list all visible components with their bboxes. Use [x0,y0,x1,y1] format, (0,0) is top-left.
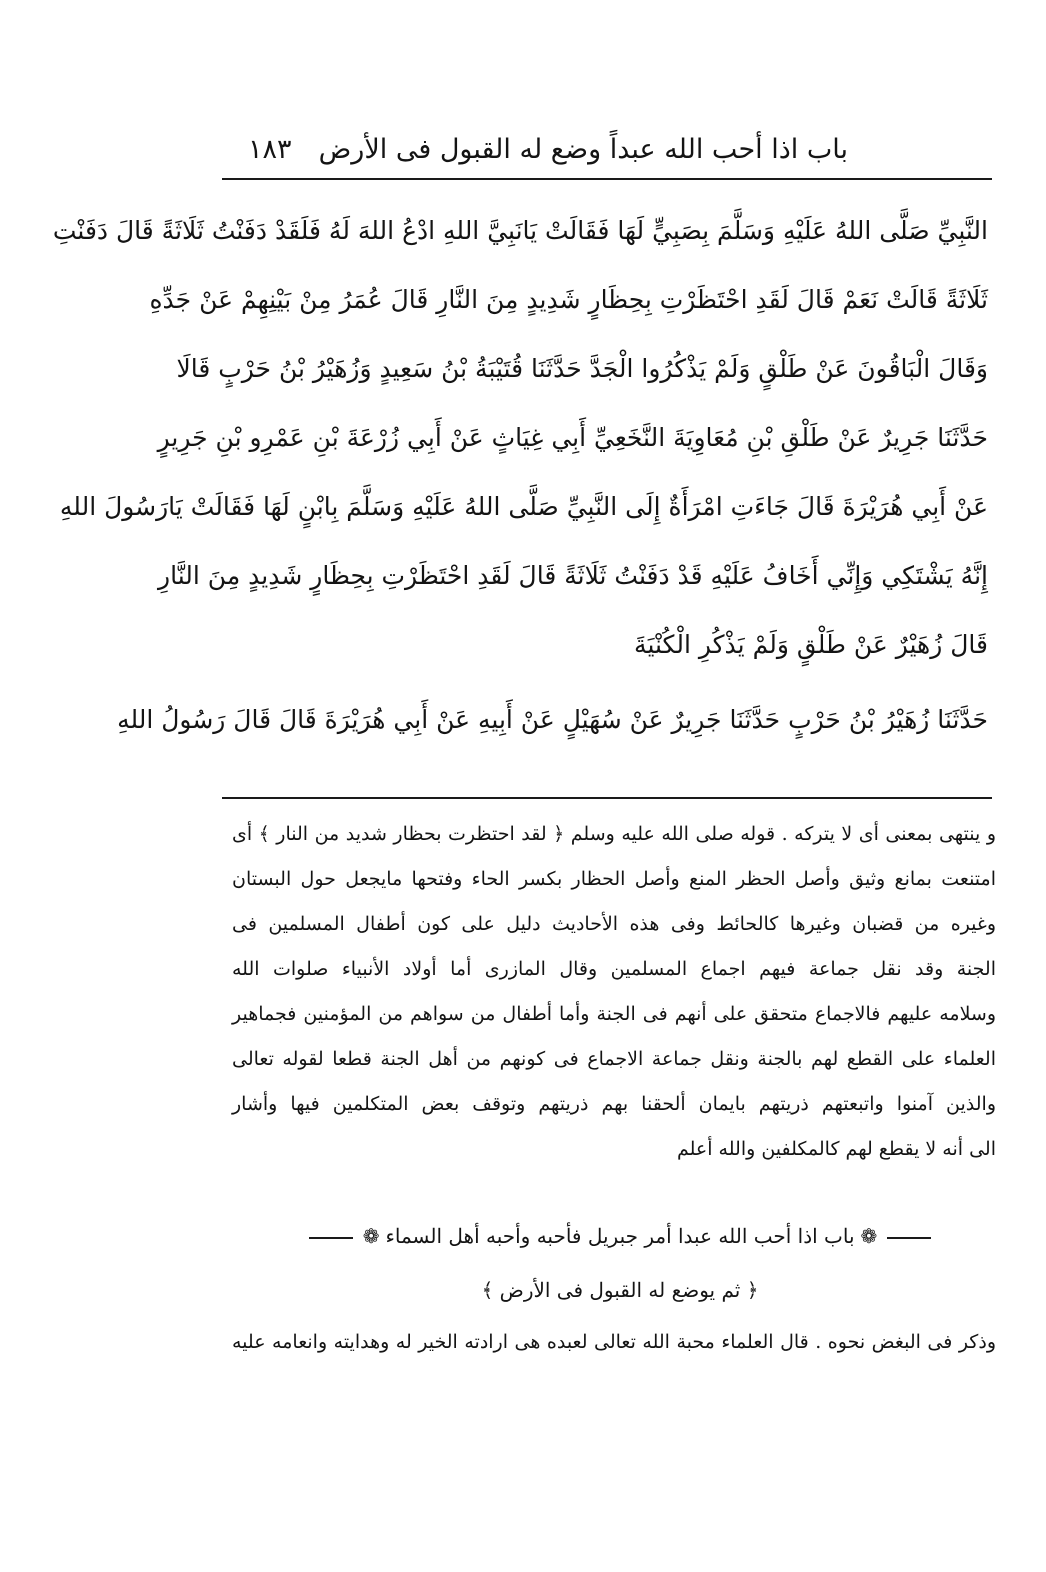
page-number: ١٨٣ [248,134,292,165]
hadith-line: النَّبِيِّ صَلَّى اللهُ عَلَيْهِ وَسَلَّمَ بِصَبِيٍّ لَهَا فَقَالَتْ يَانَبِيَّ اللهِ ادْعُ اللهَ لَهُ فَلَقَدْ دَفَنْتُ ثَلَاثَةً قَالَ دَفَنْتِ [52,216,988,245]
ornament-icon: ❁ [860,1224,878,1248]
heading-dash [309,1237,353,1239]
hadith-line: عَنْ أَبِي هُرَيْرَةَ قَالَ جَاءَتِ امْرَأَةٌ إِلَى النَّبِيِّ صَلَّى اللهُ عَلَيْهِ وَسَلَّمَ بِابْنٍ لَهَا فَقَالَتْ يَارَسُولَ اللهِ [59,492,988,521]
chapter-heading [250,1214,990,1258]
commentary-line: العلماء على القطع لهم بالجنة ونقل جماعة الاجماع فى كونهم من أهل الجنة قطعا لقوله تعالى [232,1048,996,1070]
commentary-line: وسلامه عليهم فالاجماع متحقق على أنهم فى الجنة وأما أطفال من سواهم من المؤمنين فجماهير [232,1003,996,1025]
running-head: باب اذا أحب الله عبداً وضع له القبول فى الأرض [318,134,848,165]
chapter-title: باب اذا أحب الله عبدا أمر جبريل فأحبه وأحبه أهل السماء [385,1224,855,1248]
commentary-line: وغيره من قضبان وغيرها كالحائط وفى هذه الأحاديث دليل على كون أطفال المسلمين فى [232,913,996,935]
page-header [248,128,848,172]
hadith-line: وَقَالَ الْبَاقُونَ عَنْ طَلْقٍ وَلَمْ يَذْكُرُوا الْجَدَّ حَدَّثَنَا قُتَيْبَةُ بْنُ سَعِيدٍ وَزُهَيْرُ بْنُ حَرْبٍ قَالَا [176,354,988,383]
header-rule [222,178,992,180]
hadith-line: حَدَّثَنَا زُهَيْرُ بْنُ حَرْبٍ حَدَّثَنَا جَرِيرٌ عَنْ سُهَيْلٍ عَنْ أَبِيهِ عَنْ أَبِي هُرَيْرَةَ قَالَ قَالَ رَسُولُ اللهِ [117,705,988,734]
heading-dash [887,1237,931,1239]
hadith-text [52,196,988,754]
hadith-line: قَالَ زُهَيْرٌ عَنْ طَلْقٍ وَلَمْ يَذْكُرِ الْكُنْيَةَ [634,630,988,659]
commentary-line: و ينتهى بمعنى أى لا يتركه . قوله صلى الله عليه وسلم ﴿ لقد احتظرت بحظار شديد من النار ﴾ أى [232,823,996,845]
chapter-subtitle: ﴿ ثم يوضع له القبول فى الأرض ﴾ [481,1278,759,1302]
commentary-line: الجنة وقد نقل جماعة فيهم اجماع المسلمين وقال المازرى أما أولاد الأنبياء صلوات الله [232,958,996,980]
commentary-text [232,812,996,1172]
hadith-line: ثَلَاثَةً قَالَتْ نَعَمْ قَالَ لَقَدِ احْتَظَرْتِ بِحِظَارٍ شَدِيدٍ مِنَ النَّارِ قَالَ عُمَرُ مِنْ بَيْنِهِمْ عَنْ جَدِّهِ [149,285,988,314]
hadith-line: إِنَّهُ يَشْتَكِي وَإِنِّي أَخَافُ عَلَيْهِ قَدْ دَفَنْتُ ثَلَاثَةً قَالَ لَقَدِ احْتَظَرْتِ بِحِظَارٍ شَدِيدٍ مِنَ النَّارِ [158,561,988,590]
ornament-icon: ❁ [362,1224,380,1248]
commentary-divider [222,797,992,799]
hadith-line: حَدَّثَنَا جَرِيرٌ عَنْ طَلْقِ بْنِ مُعَاوِيَةَ النَّخَعِيِّ أَبِي غِيَاثٍ عَنْ أَبِي زُرْعَةَ بْنِ عَمْرِو بْنِ جَرِيرٍ [157,423,988,452]
commentary-line: الى أنه لا يقطع لهم كالمكلفين والله أعلم [676,1138,996,1160]
opening-line: وذكر فى البغض نحوه . قال العلماء محبة الله تعالى لعبده هى ارادته الخير له وهدايته وانعامه عليه [232,1331,996,1353]
commentary-line: امتنعت بمانع وثيق وأصل الحظر المنع وأصل الحظار بكسر الحاء وفتحها مايجعل حول البستان [232,868,996,890]
commentary-line: والذين آمنوا واتبعتهم ذريتهم بايمان ألحقنا بهم ذريتهم وتوقف بعض المتكلمين فيها وأشار [232,1093,996,1115]
chapter-opening-text [232,1320,996,1364]
